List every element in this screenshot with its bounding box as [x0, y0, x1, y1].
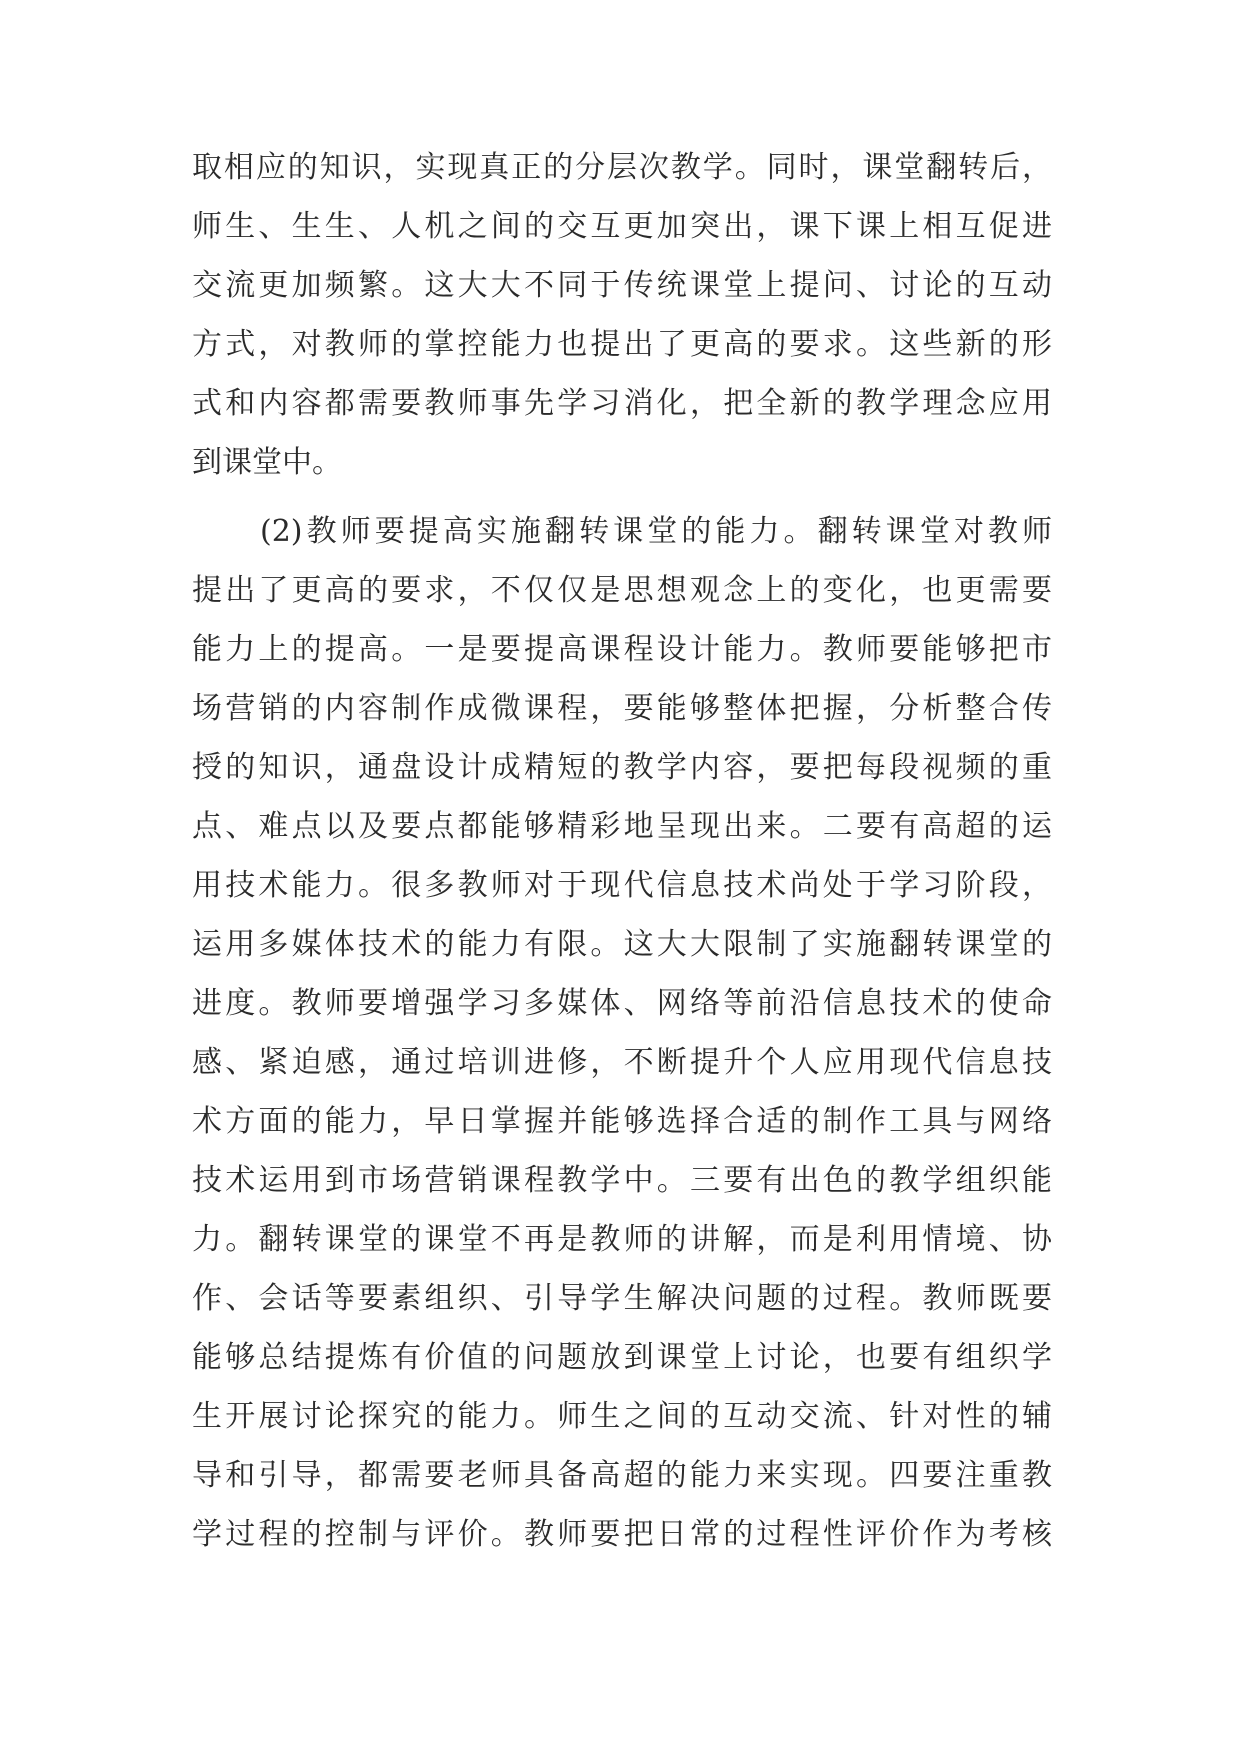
text-line: 术方面的能力，早日掌握并能够选择合适的制作工具与网络: [192, 1104, 1052, 1139]
text-line: 运用多媒体技术的能力有限。这大大限制了实施翻转课堂的: [192, 927, 1052, 962]
text-line: 点、难点以及要点都能够精彩地呈现出来。二要有高超的运: [192, 809, 1052, 844]
text-line: 交流更加频繁。这大大不同于传统课堂上提问、讨论的互动: [192, 268, 1052, 303]
text-line: 作、会话等要素组织、引导学生解决问题的过程。教师既要: [192, 1281, 1052, 1316]
text-line: 能力上的提高。一是要提高课程设计能力。教师要能够把市: [192, 632, 1052, 667]
text-line: 用技术能力。很多教师对于现代信息技术尚处于学习阶段，: [192, 868, 1052, 903]
text-line: 感、紧迫感，通过培训进修，不断提升个人应用现代信息技: [192, 1045, 1052, 1080]
paragraph-start-line: (2)教师要提高实施翻转课堂的能力。翻转课堂对教师: [260, 514, 1052, 549]
text-line: 技术运用到市场营销课程教学中。三要有出色的教学组织能: [192, 1163, 1052, 1198]
text-line: 生开展讨论探究的能力。师生之间的互动交流、针对性的辅: [192, 1399, 1052, 1434]
text-line: 取相应的知识，实现真正的分层次教学。同时，课堂翻转后，: [192, 150, 1052, 185]
text-line: 授的知识，通盘设计成精短的教学内容，要把每段视频的重: [192, 750, 1052, 785]
text-line: 能够总结提炼有价值的问题放到课堂上讨论，也要有组织学: [192, 1340, 1052, 1375]
text-line: 式和内容都需要教师事先学习消化，把全新的教学理念应用: [192, 386, 1052, 421]
text-line: 学过程的控制与评价。教师要把日常的过程性评价作为考核: [192, 1517, 1052, 1552]
text-line: 师生、生生、人机之间的交互更加突出，课下课上相互促进: [192, 209, 1052, 244]
text-line: 进度。教师要增强学习多媒体、网络等前沿信息技术的使命: [192, 986, 1052, 1021]
text-line: 力。翻转课堂的课堂不再是教师的讲解，而是利用情境、协: [192, 1222, 1052, 1257]
text-line: 方式，对教师的掌控能力也提出了更高的要求。这些新的形: [192, 327, 1052, 362]
text-line: 场营销的内容制作成微课程，要能够整体把握，分析整合传: [192, 691, 1052, 726]
text-line: 到课堂中。: [192, 445, 342, 480]
text-line: 提出了更高的要求，不仅仅是思想观念上的变化，也更需要: [192, 573, 1052, 608]
text-line: 导和引导，都需要老师具备高超的能力来实现。四要注重教: [192, 1458, 1052, 1493]
